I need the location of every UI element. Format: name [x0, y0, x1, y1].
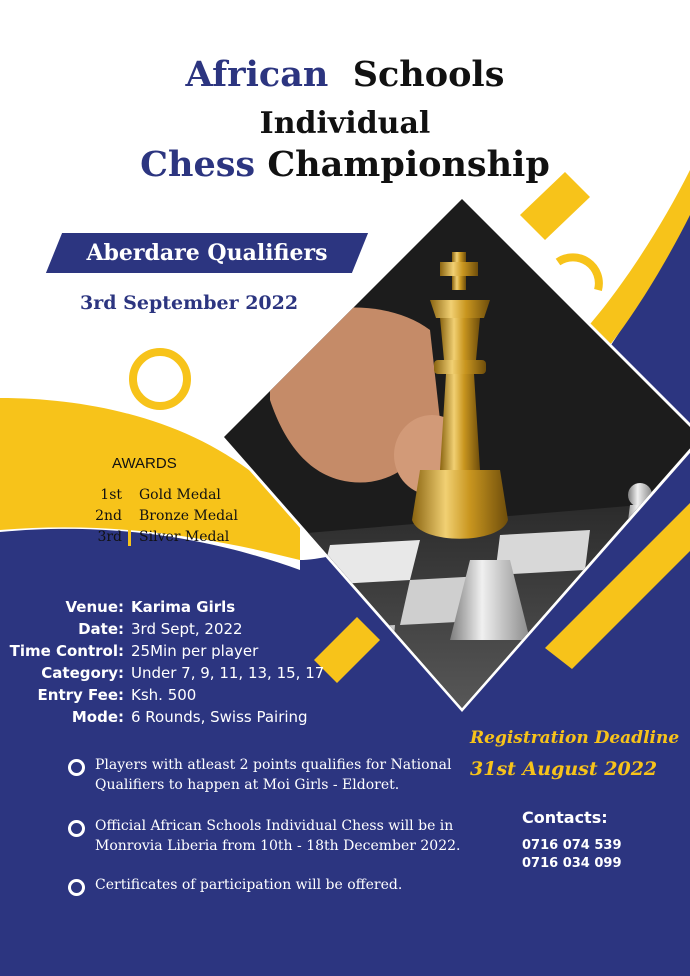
detail-value: 6 Rounds, Swiss Pairing	[131, 708, 308, 726]
awards-title: AWARDS	[112, 455, 177, 472]
award-prize: Silver Medal	[139, 529, 230, 545]
award-position: 3rd	[97, 529, 122, 545]
qualifiers-banner-label: Aberdare Qualifiers	[86, 240, 328, 266]
detail-label: Time Control:	[9, 642, 124, 660]
award-prize: Bronze Medal	[139, 508, 238, 524]
detail-time-control	[0, 640, 420, 662]
detail-value: Karima Girls	[131, 598, 236, 616]
title-word-championship: Championship	[267, 144, 550, 185]
detail-label: Venue:	[65, 598, 124, 616]
contact-phone-2[interactable]: 0716 034 099	[522, 856, 622, 871]
title-line-2: Individual	[259, 106, 431, 141]
detail-date	[0, 618, 420, 640]
yellow-ring-left	[133, 352, 187, 406]
contact-phone-1[interactable]: 0716 074 539	[522, 838, 622, 853]
detail-venue	[0, 596, 420, 618]
bullet-ring-icon	[68, 820, 85, 837]
title-word-schools: Schools	[352, 54, 505, 95]
award-position: 2nd	[95, 508, 122, 524]
registration-deadline-label: Registration Deadline	[470, 728, 680, 748]
award-position: 1st	[100, 487, 122, 503]
title-word-african: African	[185, 54, 329, 95]
detail-value: Under 7, 9, 11, 13, 15, 17	[131, 664, 325, 682]
detail-category	[0, 662, 420, 684]
detail-entry-fee	[0, 684, 420, 706]
title-word-chess: Chess	[140, 144, 256, 185]
award-row-2	[72, 505, 238, 527]
note-line: Certificates of participation will be offered.	[95, 877, 403, 893]
award-row-3	[72, 526, 229, 548]
award-row-1	[72, 484, 221, 506]
bullet-ring-icon	[68, 879, 85, 896]
detail-mode	[0, 706, 420, 728]
bullet-ring-icon	[68, 759, 85, 776]
note-line: Official African Schools Individual Chess will be in	[95, 818, 454, 834]
detail-value: 25Min per player	[131, 642, 259, 660]
title-line-3	[0, 144, 690, 185]
detail-value: 3rd Sept, 2022	[131, 620, 243, 638]
contacts-heading: Contacts:	[522, 808, 608, 827]
detail-value: Ksh. 500	[131, 686, 197, 704]
note-line: Qualifiers to happen at Moi Girls - Eldoret.	[95, 777, 400, 793]
detail-label: Entry Fee:	[37, 686, 124, 704]
detail-label: Mode:	[71, 708, 124, 726]
detail-label: Category:	[41, 664, 124, 682]
award-prize: Gold Medal	[139, 487, 221, 503]
note-line: Monrovia Liberia from 10th - 18th December 2022.	[95, 838, 461, 854]
yellow-ring-right	[558, 257, 599, 290]
registration-deadline-date: 31st August 2022	[470, 758, 658, 780]
note-line: Players with atleast 2 points qualifies for National	[95, 757, 452, 773]
detail-label: Date:	[78, 620, 124, 638]
event-date: 3rd September 2022	[80, 292, 299, 314]
title-line-1	[0, 54, 690, 95]
